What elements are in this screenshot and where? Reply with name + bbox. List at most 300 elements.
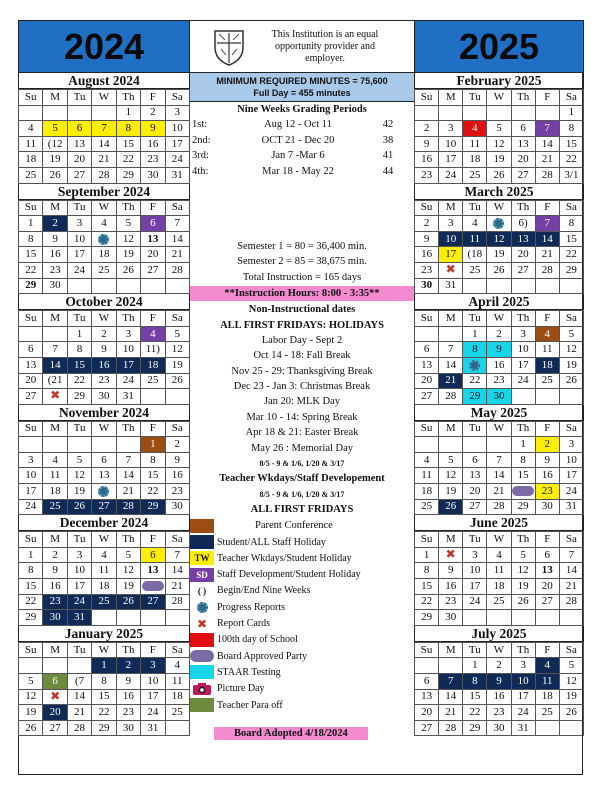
day-cell: 3 [19, 452, 43, 468]
day-cell: 31 [116, 389, 140, 405]
day-cell: 12 [511, 563, 535, 579]
day-cell [463, 610, 487, 626]
weekday-header: W [92, 200, 116, 216]
weekday-header: Th [116, 421, 140, 437]
day-cell: 10 [559, 452, 583, 468]
legend-item [190, 566, 414, 582]
day-cell: 10 [67, 563, 91, 579]
day-cell: 14 [535, 231, 559, 247]
month-title: February 2025 [414, 73, 584, 89]
day-cell [19, 326, 43, 342]
day-cell: 12 [116, 563, 140, 579]
weekday-header: Su [415, 311, 439, 327]
weekday-header: W [487, 200, 511, 216]
day-cell: 18 [535, 357, 559, 373]
day-cell: 4 [19, 121, 43, 137]
day-cell [19, 658, 43, 674]
day-cell [67, 105, 91, 121]
day-cell: 25 [535, 705, 559, 721]
day-cell: 14 [116, 468, 140, 484]
day-cell: 15 [559, 136, 583, 152]
legend-label: Picture Day [217, 683, 265, 695]
legend-item [190, 664, 414, 680]
day-cell: 30 [487, 389, 511, 405]
day-cell: 9 [165, 452, 189, 468]
day-cell [463, 437, 487, 453]
day-cell: 4 [463, 216, 487, 232]
report-card-icon: ✖ [445, 547, 456, 562]
holiday-list [190, 333, 414, 456]
weekday-header: W [487, 642, 511, 658]
holiday-item: Labor Day - Sept 2 [261, 334, 343, 346]
day-cell [43, 105, 67, 121]
day-cell: 13 [511, 231, 535, 247]
day-cell: 11 [463, 231, 487, 247]
grading-title: Nine Weeks Grading Periods [237, 104, 367, 115]
day-cell [463, 278, 487, 294]
right-year-banner: 2025 [414, 20, 584, 73]
weekday-header: Tu [67, 421, 91, 437]
day-cell: 11 [535, 342, 559, 358]
holiday-item: May 26 : Memorial Day [250, 442, 354, 454]
weekday-header: Tu [463, 642, 487, 658]
day-cell: 5 [19, 674, 43, 690]
day-cell: 28 [439, 720, 463, 736]
month-grid [414, 421, 584, 516]
weekday-header: Sa [559, 311, 583, 327]
day-cell: 23 [141, 152, 165, 168]
weekday-header: Tu [463, 421, 487, 437]
day-cell: 9 [535, 452, 559, 468]
day-cell: 27 [67, 167, 91, 183]
day-cell: 1 [415, 547, 439, 563]
month-grid [414, 642, 584, 737]
day-cell [487, 610, 511, 626]
grading-dates: OCT 21 - Dec 20 [261, 134, 335, 146]
day-cell: 22 [19, 262, 43, 278]
weekday-header: Tu [67, 532, 91, 548]
day-cell: 3 [116, 326, 140, 342]
day-cell: 31 [165, 167, 189, 183]
weekday-header: Su [19, 200, 43, 216]
day-cell: 5 [511, 547, 535, 563]
day-cell: 19 [559, 689, 583, 705]
day-cell: 6) [511, 216, 535, 232]
day-cell [92, 105, 116, 121]
day-cell [165, 720, 189, 736]
day-cell: 23 [415, 167, 439, 183]
day-cell: 24 [116, 373, 140, 389]
day-cell [116, 610, 140, 626]
weekday-header: F [141, 532, 165, 548]
weekday-header: Su [19, 532, 43, 548]
day-cell: 9 [43, 231, 67, 247]
day-cell: 22 [559, 152, 583, 168]
legend-label: Teacher Para off [217, 699, 283, 711]
day-cell: 29 [19, 610, 43, 626]
day-cell: 3 [559, 437, 583, 453]
day-cell: 1 [92, 658, 116, 674]
day-cell [487, 105, 511, 121]
left-months [18, 73, 190, 736]
day-cell: 13 [67, 136, 91, 152]
weekday-header: Tu [463, 200, 487, 216]
day-cell: 16 [415, 247, 439, 263]
day-cell: 25 [92, 262, 116, 278]
day-cell: 14 [67, 689, 91, 705]
weekday-header: F [141, 421, 165, 437]
grading-period-row [190, 133, 414, 148]
day-cell: 18 [43, 484, 67, 500]
day-cell: 27 [92, 499, 116, 515]
day-cell: 12 [439, 468, 463, 484]
day-cell: 25 [43, 499, 67, 515]
day-cell: (7 [67, 674, 91, 690]
day-cell: 5 [116, 547, 140, 563]
day-cell: 26 [19, 720, 43, 736]
day-cell [116, 437, 140, 453]
day-cell: 19 [559, 357, 583, 373]
day-cell: 15 [19, 579, 43, 595]
holiday-item: Nov 25 - 29: Thanksgiving Break [231, 365, 373, 377]
day-cell: 3 [67, 547, 91, 563]
day-cell: 26 [439, 499, 463, 515]
day-cell: 18 [165, 689, 189, 705]
day-cell: 27 [511, 262, 535, 278]
equal-opportunity-statement: This Institution is an equal opportunity provider and employer. [271, 28, 379, 64]
day-cell [535, 105, 559, 121]
day-cell: 19 [511, 579, 535, 595]
day-cell: 2 [415, 216, 439, 232]
day-cell: 4 [92, 547, 116, 563]
legend-label: STAAR Testing [217, 666, 281, 678]
day-cell [535, 389, 559, 405]
day-cell: 23 [43, 594, 67, 610]
day-cell: 11) [141, 342, 165, 358]
weekday-header: Tu [463, 532, 487, 548]
weekday-header: F [535, 642, 559, 658]
day-cell [141, 389, 165, 405]
day-cell: 27 [463, 499, 487, 515]
day-cell: 26 [487, 262, 511, 278]
day-cell: 19 [439, 484, 463, 500]
day-cell: 23 [415, 262, 439, 278]
weekday-header: Tu [67, 90, 91, 106]
month-grid [18, 89, 190, 184]
day-cell: 7 [487, 452, 511, 468]
month-grid [414, 310, 584, 405]
weekday-header: Tu [67, 642, 91, 658]
weekday-header: M [439, 90, 463, 106]
day-cell: 22 [116, 152, 140, 168]
day-cell: 21 [116, 484, 140, 500]
day-cell: 26 [67, 499, 91, 515]
day-cell [487, 437, 511, 453]
day-cell: 14 [92, 136, 116, 152]
day-cell: 19 [116, 247, 140, 263]
day-cell: 20 [43, 705, 67, 721]
day-cell [43, 689, 67, 705]
day-cell: 15 [511, 468, 535, 484]
legend-item [190, 648, 414, 664]
non-instructional-title: Non-Instructional dates [248, 304, 356, 316]
olive-swatch [190, 698, 214, 712]
day-cell: 5 [559, 326, 583, 342]
legend [190, 534, 414, 713]
month-grid [414, 531, 584, 626]
weekday-header: Su [415, 532, 439, 548]
legend-item [190, 615, 414, 631]
day-cell: 2 [415, 121, 439, 137]
weekday-header: Su [415, 200, 439, 216]
weekday-header: M [43, 90, 67, 106]
weekday-header: Sa [165, 421, 189, 437]
day-cell [92, 610, 116, 626]
month-grid [18, 310, 190, 405]
day-cell: 17 [511, 689, 535, 705]
day-cell: 25 [463, 167, 487, 183]
holiday-item: Dec 23 - Jan 3: Christmas Break [233, 381, 371, 393]
day-cell: 17 [141, 689, 165, 705]
day-cell: 29 [141, 499, 165, 515]
weekday-header: W [92, 311, 116, 327]
day-cell [487, 216, 511, 232]
legend-label: Progress Reports [217, 601, 286, 613]
day-cell: 31 [559, 499, 583, 515]
weekday-header: Su [415, 642, 439, 658]
day-cell: 9 [487, 674, 511, 690]
weekday-header: Sa [165, 532, 189, 548]
day-cell: 11 [463, 136, 487, 152]
day-cell [92, 278, 116, 294]
day-cell: 20 [511, 247, 535, 263]
day-cell: 18 [415, 484, 439, 500]
day-cell: 29 [511, 499, 535, 515]
day-cell: 5 [559, 658, 583, 674]
day-cell [67, 278, 91, 294]
day-cell: 3 [439, 121, 463, 137]
instruction-hours: **Instruction Hours: 8:00 - 3:35** [190, 286, 414, 301]
weekday-header: Sa [165, 311, 189, 327]
day-cell: 16 [116, 689, 140, 705]
day-cell: 24 [439, 167, 463, 183]
day-cell: 14 [559, 563, 583, 579]
day-cell: 30 [535, 499, 559, 515]
day-cell: 7 [535, 216, 559, 232]
day-cell: 1 [559, 105, 583, 121]
day-cell: 2 [487, 326, 511, 342]
day-cell: 3 [511, 658, 535, 674]
day-cell: 26 [116, 594, 140, 610]
day-cell: 7 [439, 342, 463, 358]
weekday-header: M [439, 421, 463, 437]
day-cell: 6 [415, 342, 439, 358]
day-cell: 28 [535, 262, 559, 278]
holiday-item: Oct 14 - 18: Fall Break [253, 350, 351, 362]
paren-marker: ( ) [197, 585, 207, 596]
yellow-swatch: TW [190, 551, 214, 565]
day-cell: 12 [67, 468, 91, 484]
day-cell: 26 [559, 373, 583, 389]
day-cell [535, 278, 559, 294]
day-cell: 18 [19, 152, 43, 168]
report-card-icon: ✖ [445, 262, 456, 277]
day-cell: 26 [559, 705, 583, 721]
day-cell: 26 [487, 167, 511, 183]
total-instruction: Total Instruction = 165 days [242, 271, 362, 283]
report-card-icon: ✖ [50, 689, 61, 703]
weekday-header: Sa [559, 200, 583, 216]
legend-label: Student/ALL Staff Holiday [217, 536, 326, 548]
day-cell: 23 [487, 373, 511, 389]
day-cell [415, 105, 439, 121]
right-months [414, 73, 584, 736]
day-cell: 14 [487, 468, 511, 484]
weekday-header: Tu [463, 311, 487, 327]
weekday-header: M [43, 532, 67, 548]
day-cell [559, 610, 583, 626]
day-cell [487, 278, 511, 294]
dates-line-2: 8/5 - 9 & 1/6, 1/20 & 3/17 [259, 489, 345, 499]
weekday-header: Su [415, 90, 439, 106]
day-cell: 4 [415, 452, 439, 468]
day-cell: 4 [141, 326, 165, 342]
day-cell: 12 [165, 342, 189, 358]
day-cell [535, 610, 559, 626]
header-logo-box [190, 20, 414, 73]
day-cell: 13 [535, 563, 559, 579]
day-cell: 10 [439, 136, 463, 152]
day-cell: 18 [141, 357, 165, 373]
day-cell: 13 [415, 689, 439, 705]
weekday-header: M [439, 200, 463, 216]
grading-q: 3rd: [192, 150, 209, 162]
month-title: October 2024 [18, 294, 190, 310]
board-adopted: Board Adopted 4/18/2024 [214, 727, 368, 740]
day-cell: 10 [463, 563, 487, 579]
month-title: December 2024 [18, 515, 190, 531]
weekday-header: M [439, 311, 463, 327]
day-cell: 6 [141, 547, 165, 563]
district-seal-icon [212, 27, 246, 67]
day-cell: 27 [43, 720, 67, 736]
day-cell: 17 [67, 579, 91, 595]
dates-line-1: 8/5 - 9 & 1/6, 1/20 & 3/17 [259, 459, 345, 469]
weekday-header: Th [511, 200, 535, 216]
day-cell: 31 [67, 610, 91, 626]
day-cell: 10 [439, 231, 463, 247]
red-swatch [190, 633, 214, 647]
day-cell: 31 [511, 720, 535, 736]
day-cell: 7 [559, 547, 583, 563]
day-cell: 7 [439, 674, 463, 690]
weekday-header: W [487, 90, 511, 106]
day-cell: 2 [535, 437, 559, 453]
weekday-header: Su [19, 642, 43, 658]
grading-period-row [190, 164, 414, 179]
day-cell: 29 [67, 389, 91, 405]
left-column [18, 20, 190, 736]
day-cell: 29 [559, 262, 583, 278]
day-cell: 25 [165, 705, 189, 721]
day-cell: 26 [165, 373, 189, 389]
day-cell: 17 [116, 357, 140, 373]
weekday-header: Th [511, 532, 535, 548]
progress-report-icon [190, 600, 214, 614]
day-cell: 24 [67, 594, 91, 610]
weekday-header: M [43, 200, 67, 216]
legend-label: Report Cards [217, 618, 271, 630]
day-cell: 21 [92, 152, 116, 168]
legend-item [190, 534, 414, 550]
day-cell [511, 278, 535, 294]
day-cell: 9 [415, 136, 439, 152]
right-column [414, 20, 584, 736]
legend-item [190, 681, 414, 697]
day-cell [535, 720, 559, 736]
day-cell: 10 [511, 674, 535, 690]
day-cell: 15 [116, 136, 140, 152]
day-cell: 14 [439, 689, 463, 705]
day-cell [439, 547, 463, 563]
weekday-header: W [92, 90, 116, 106]
grading-days: 42 [382, 119, 394, 131]
day-cell: 25 [463, 262, 487, 278]
month-grid [18, 200, 190, 295]
day-cell: 4 [165, 658, 189, 674]
legend-item [190, 632, 414, 648]
day-cell: 5 [487, 121, 511, 137]
day-cell: 29 [19, 278, 43, 294]
day-cell: 2 [116, 658, 140, 674]
day-cell: 25 [415, 499, 439, 515]
day-cell: 20 [415, 705, 439, 721]
day-cell: 19 [19, 705, 43, 721]
day-cell: 28 [92, 167, 116, 183]
weekday-header: F [535, 532, 559, 548]
weekday-header: Th [116, 642, 140, 658]
day-cell: 8 [559, 121, 583, 137]
day-cell [92, 437, 116, 453]
day-cell: 11 [165, 674, 189, 690]
day-cell: 1 [463, 658, 487, 674]
day-cell: 23 [535, 484, 559, 500]
day-cell: 16 [487, 689, 511, 705]
day-cell: 18 [463, 152, 487, 168]
day-cell: 3 [165, 105, 189, 121]
day-cell: 6 [67, 121, 91, 137]
day-cell [141, 278, 165, 294]
first-fridays-holidays: ALL FIRST FRIDAYS: HOLIDAYS [220, 319, 384, 331]
legend-item [190, 583, 414, 599]
day-cell: 3 [511, 326, 535, 342]
day-cell: 15 [141, 468, 165, 484]
weekday-header: M [43, 421, 67, 437]
weekday-header: W [92, 642, 116, 658]
day-cell: 18 [92, 247, 116, 263]
day-cell: 16 [439, 579, 463, 595]
parent-conference: Parent Conference [255, 520, 333, 532]
day-cell: 23 [43, 262, 67, 278]
day-cell [511, 105, 535, 121]
day-cell: 13 [415, 357, 439, 373]
day-cell: 1 [19, 547, 43, 563]
day-cell: 1 [463, 326, 487, 342]
month-title: January 2025 [18, 626, 190, 642]
holiday-item: Mar 10 - 14: Spring Break [246, 411, 358, 423]
day-cell: 4 [92, 216, 116, 232]
day-cell: 3 [439, 216, 463, 232]
